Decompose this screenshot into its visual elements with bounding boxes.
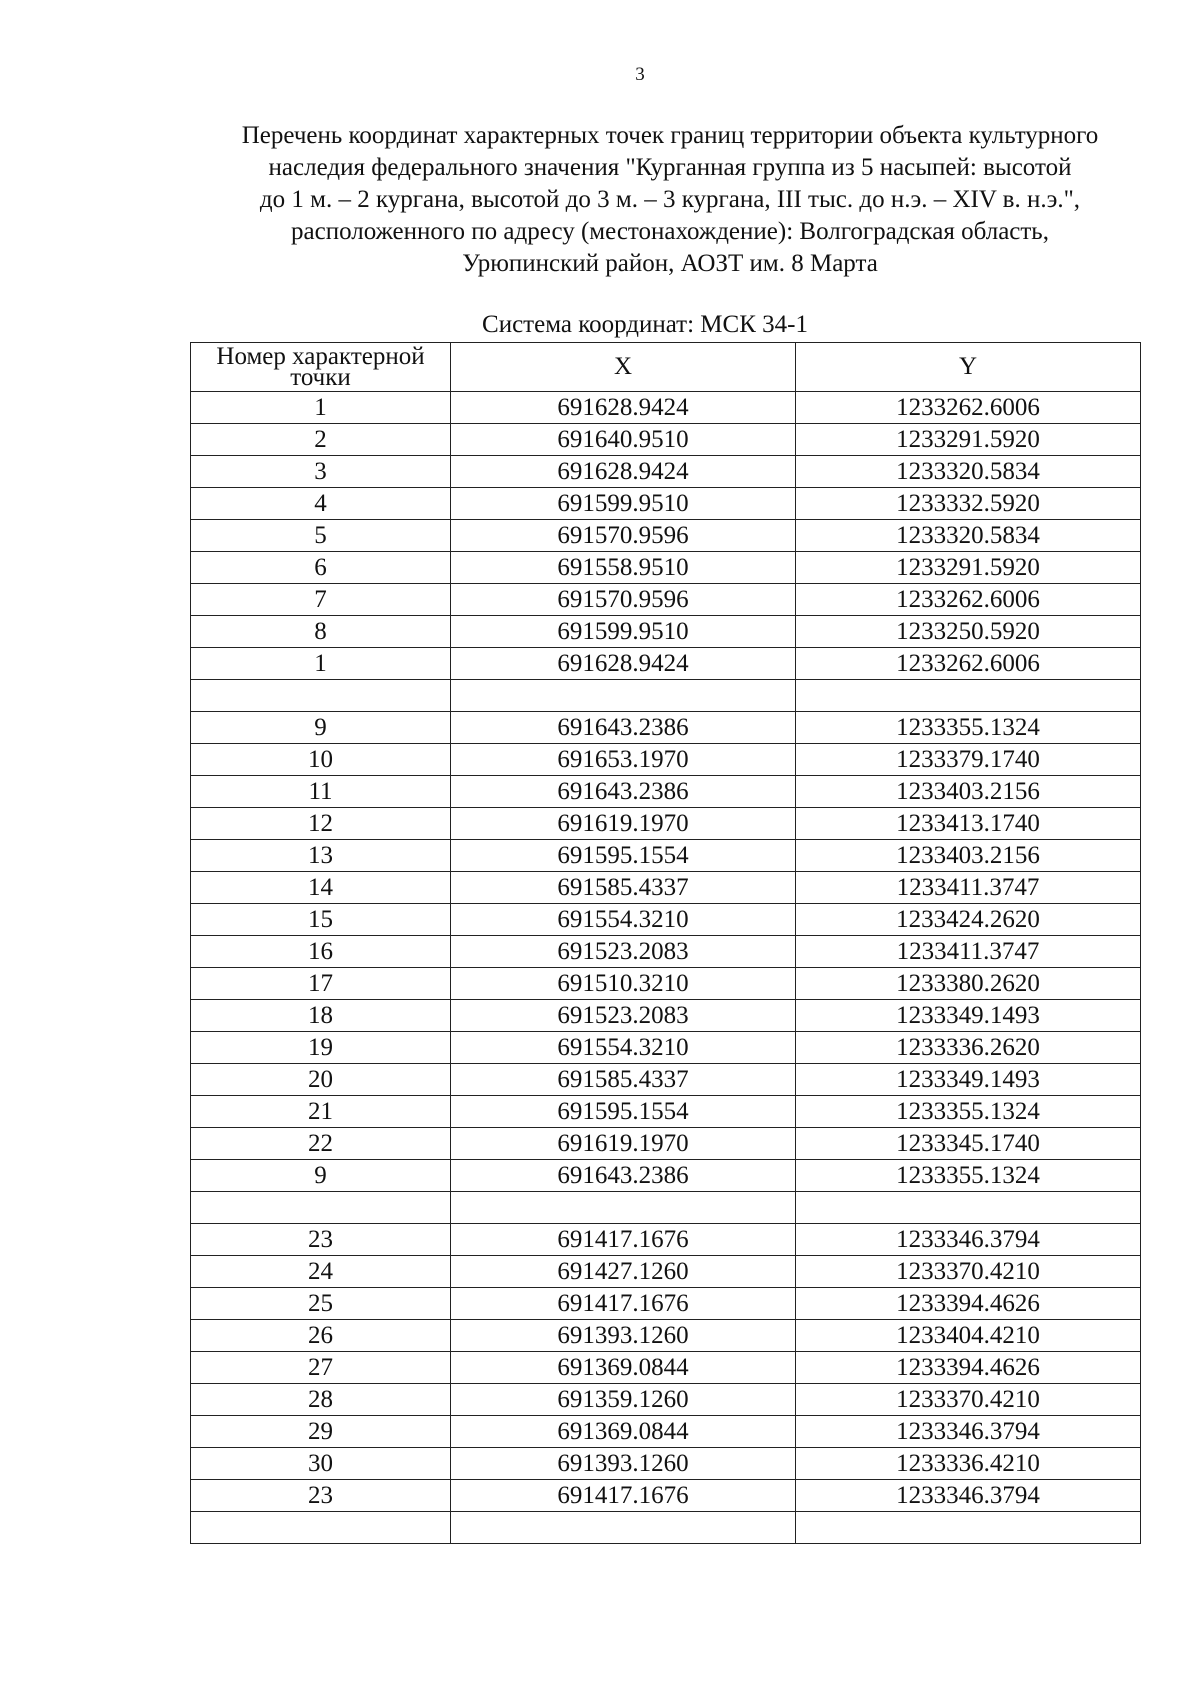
cell-point-number: 30 [191, 1448, 451, 1480]
cell-x: 691359.1260 [451, 1384, 796, 1416]
cell-y: 1233291.5920 [796, 552, 1141, 584]
cell-y: 1233320.5834 [796, 456, 1141, 488]
cell-x [451, 1192, 796, 1224]
cell-x: 691393.1260 [451, 1448, 796, 1480]
cell-point-number: 14 [191, 872, 451, 904]
table-row [191, 552, 1141, 584]
cell-y: 1233346.3794 [796, 1480, 1141, 1512]
cell-x: 691417.1676 [451, 1224, 796, 1256]
table-row [191, 648, 1141, 680]
cell-y [796, 1192, 1141, 1224]
table-row [191, 744, 1141, 776]
table-row [191, 808, 1141, 840]
cell-y: 1233355.1324 [796, 1096, 1141, 1128]
table-body [191, 392, 1141, 1544]
cell-y: 1233346.3794 [796, 1224, 1141, 1256]
cell-x: 691369.0844 [451, 1352, 796, 1384]
cell-y: 1233394.4626 [796, 1352, 1141, 1384]
table-row [191, 1096, 1141, 1128]
table-row [191, 1512, 1141, 1544]
cell-point-number: 5 [191, 520, 451, 552]
cell-x: 691554.3210 [451, 1032, 796, 1064]
cell-y: 1233424.2620 [796, 904, 1141, 936]
cell-point-number: 1 [191, 648, 451, 680]
cell-y: 1233262.6006 [796, 392, 1141, 424]
cell-y: 1233336.4210 [796, 1448, 1141, 1480]
table-row [191, 488, 1141, 520]
cell-x: 691417.1676 [451, 1480, 796, 1512]
cell-point-number: 20 [191, 1064, 451, 1096]
header-point-number-line2: точки [290, 364, 351, 391]
header-y: Y [796, 343, 1141, 392]
coordinate-system-label: Система координат: МСК 34-1 [482, 311, 808, 338]
cell-x: 691628.9424 [451, 392, 796, 424]
cell-point-number: 23 [191, 1224, 451, 1256]
cell-point-number: 9 [191, 712, 451, 744]
cell-x: 691653.1970 [451, 744, 796, 776]
table-row [191, 1160, 1141, 1192]
cell-x: 691599.9510 [451, 616, 796, 648]
table-row [191, 840, 1141, 872]
cell-point-number: 1 [191, 392, 451, 424]
table-row [191, 1480, 1141, 1512]
cell-point-number: 22 [191, 1128, 451, 1160]
cell-point-number [191, 1512, 451, 1544]
cell-x: 691510.3210 [451, 968, 796, 1000]
table-row [191, 520, 1141, 552]
cell-point-number: 2 [191, 424, 451, 456]
cell-y: 1233262.6006 [796, 648, 1141, 680]
header-point-number [191, 343, 451, 392]
table-row [191, 1352, 1141, 1384]
table-row [191, 1192, 1141, 1224]
page-number: 3 [635, 64, 645, 85]
table-row [191, 456, 1141, 488]
cell-y: 1233262.6006 [796, 584, 1141, 616]
cell-x: 691595.1554 [451, 840, 796, 872]
table-row [191, 1384, 1141, 1416]
cell-y: 1233411.3747 [796, 936, 1141, 968]
cell-point-number: 10 [191, 744, 451, 776]
cell-point-number [191, 1192, 451, 1224]
cell-y [796, 680, 1141, 712]
table-row [191, 1288, 1141, 1320]
table-row [191, 1064, 1141, 1096]
cell-x: 691585.4337 [451, 1064, 796, 1096]
title-line: наследия федерального значения "Курганная группа из 5 насыпей: высотой [268, 154, 1072, 181]
cell-x: 691554.3210 [451, 904, 796, 936]
cell-point-number: 19 [191, 1032, 451, 1064]
cell-x: 691595.1554 [451, 1096, 796, 1128]
cell-point-number: 15 [191, 904, 451, 936]
cell-y: 1233355.1324 [796, 1160, 1141, 1192]
table-row [191, 1128, 1141, 1160]
cell-point-number: 11 [191, 776, 451, 808]
cell-y: 1233403.2156 [796, 840, 1141, 872]
cell-x: 691643.2386 [451, 712, 796, 744]
cell-y: 1233411.3747 [796, 872, 1141, 904]
cell-point-number: 9 [191, 1160, 451, 1192]
cell-x: 691643.2386 [451, 776, 796, 808]
table-row [191, 968, 1141, 1000]
document-title [150, 120, 1190, 280]
cell-point-number [191, 680, 451, 712]
table-row [191, 584, 1141, 616]
table-row [191, 424, 1141, 456]
cell-y: 1233370.4210 [796, 1384, 1141, 1416]
cell-x [451, 680, 796, 712]
cell-y: 1233320.5834 [796, 520, 1141, 552]
cell-x: 691369.0844 [451, 1416, 796, 1448]
cell-y [796, 1512, 1141, 1544]
cell-point-number: 13 [191, 840, 451, 872]
cell-x: 691570.9596 [451, 520, 796, 552]
cell-y: 1233250.5920 [796, 616, 1141, 648]
table-row [191, 392, 1141, 424]
title-line: Перечень координат характерных точек границ территории объекта культурного [241, 122, 1099, 149]
cell-y: 1233349.1493 [796, 1064, 1141, 1096]
cell-x: 691599.9510 [451, 488, 796, 520]
cell-y: 1233379.1740 [796, 744, 1141, 776]
cell-point-number: 27 [191, 1352, 451, 1384]
cell-x: 691628.9424 [451, 456, 796, 488]
table-header-row [191, 343, 1141, 392]
cell-point-number: 16 [191, 936, 451, 968]
cell-point-number: 6 [191, 552, 451, 584]
cell-point-number: 3 [191, 456, 451, 488]
cell-point-number: 17 [191, 968, 451, 1000]
cell-y: 1233404.4210 [796, 1320, 1141, 1352]
cell-point-number: 4 [191, 488, 451, 520]
cell-x: 691523.2083 [451, 1000, 796, 1032]
cell-point-number: 18 [191, 1000, 451, 1032]
cell-x: 691640.9510 [451, 424, 796, 456]
cell-y: 1233291.5920 [796, 424, 1141, 456]
table-row [191, 776, 1141, 808]
cell-x: 691523.2083 [451, 936, 796, 968]
cell-point-number: 28 [191, 1384, 451, 1416]
cell-y: 1233336.2620 [796, 1032, 1141, 1064]
table-row [191, 680, 1141, 712]
cell-point-number: 12 [191, 808, 451, 840]
cell-y: 1233345.1740 [796, 1128, 1141, 1160]
cell-x: 691628.9424 [451, 648, 796, 680]
cell-y: 1233403.2156 [796, 776, 1141, 808]
cell-y: 1233394.4626 [796, 1288, 1141, 1320]
header-point-number-line1: Номер характерной [216, 343, 425, 370]
cell-y: 1233349.1493 [796, 1000, 1141, 1032]
cell-x: 691427.1260 [451, 1256, 796, 1288]
title-line: расположенного по адресу (местонахождение): Волгоградская область, [291, 218, 1049, 245]
cell-y: 1233370.4210 [796, 1256, 1141, 1288]
cell-x: 691393.1260 [451, 1320, 796, 1352]
cell-x [451, 1512, 796, 1544]
cell-y: 1233346.3794 [796, 1416, 1141, 1448]
cell-y: 1233380.2620 [796, 968, 1141, 1000]
cell-y: 1233413.1740 [796, 808, 1141, 840]
title-line: до 1 м. – 2 кургана, высотой до 3 м. – 3 кургана, III тыс. до н.э. – XIV в. н.э.", [259, 186, 1081, 213]
title-line: Урюпинский район, АОЗТ им. 8 Марта [462, 250, 878, 277]
cell-x: 691558.9510 [451, 552, 796, 584]
cell-x: 691585.4337 [451, 872, 796, 904]
header-x: X [451, 343, 796, 392]
table-row [191, 1320, 1141, 1352]
table-row [191, 1000, 1141, 1032]
cell-point-number: 29 [191, 1416, 451, 1448]
table-row [191, 936, 1141, 968]
cell-x: 691643.2386 [451, 1160, 796, 1192]
table-row [191, 1224, 1141, 1256]
cell-point-number: 25 [191, 1288, 451, 1320]
table-row [191, 616, 1141, 648]
cell-x: 691619.1970 [451, 1128, 796, 1160]
table-row [191, 872, 1141, 904]
cell-point-number: 26 [191, 1320, 451, 1352]
table-row [191, 1416, 1141, 1448]
table-row [191, 712, 1141, 744]
table-row [191, 1032, 1141, 1064]
table-row [191, 904, 1141, 936]
cell-x: 691417.1676 [451, 1288, 796, 1320]
coordinates-table [190, 342, 1141, 1544]
cell-x: 691619.1970 [451, 808, 796, 840]
cell-y: 1233332.5920 [796, 488, 1141, 520]
cell-point-number: 23 [191, 1480, 451, 1512]
cell-y: 1233355.1324 [796, 712, 1141, 744]
table-row [191, 1256, 1141, 1288]
cell-point-number: 24 [191, 1256, 451, 1288]
cell-point-number: 7 [191, 584, 451, 616]
cell-point-number: 21 [191, 1096, 451, 1128]
table-row [191, 1448, 1141, 1480]
cell-point-number: 8 [191, 616, 451, 648]
cell-x: 691570.9596 [451, 584, 796, 616]
